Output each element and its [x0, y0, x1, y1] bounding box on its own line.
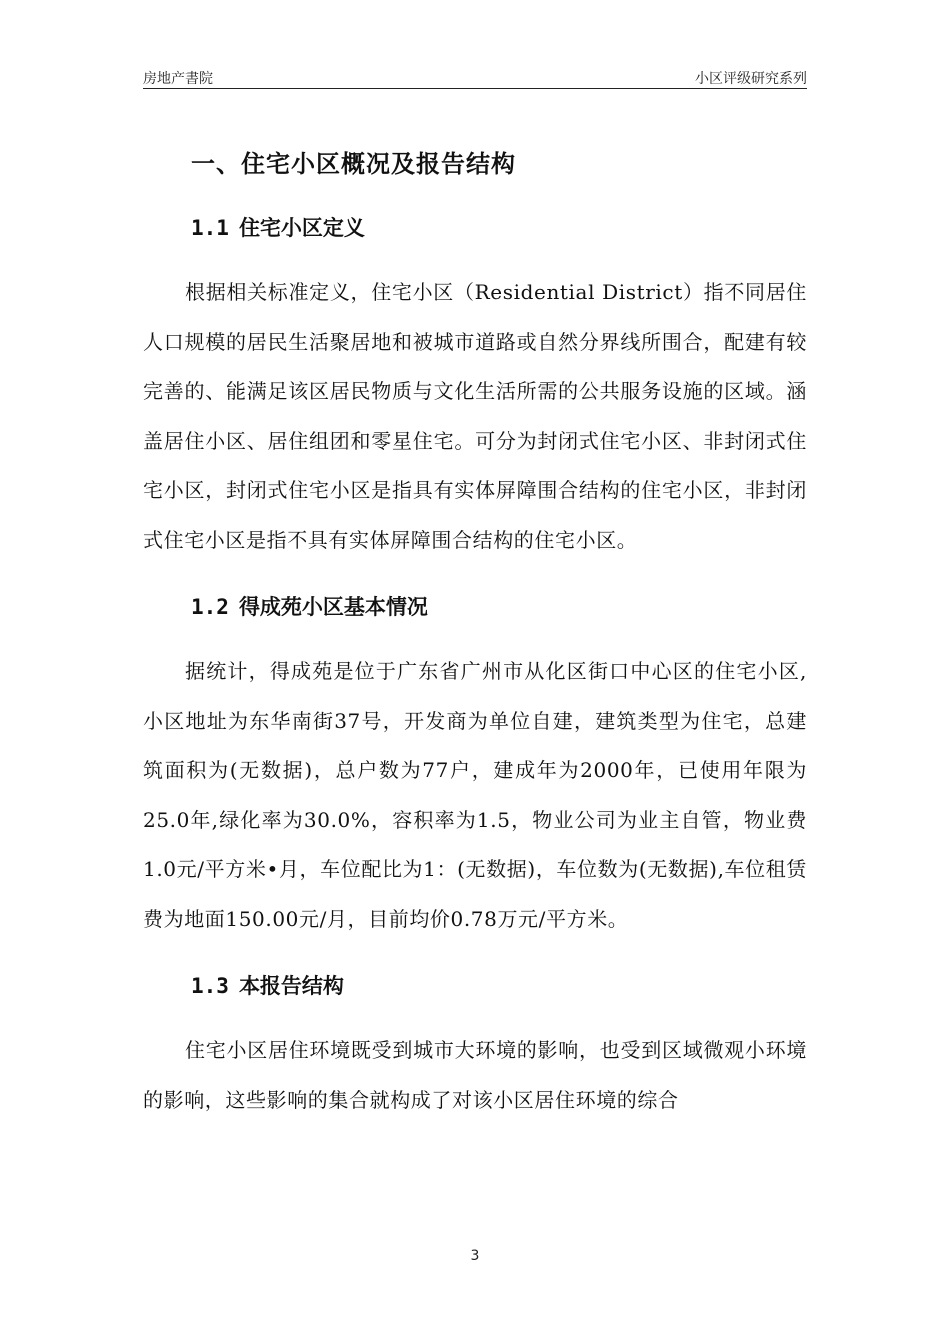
paragraph-basic-info: 据统计，得成苑是位于广东省广州市从化区街口中心区的住宅小区,小区地址为东华南街37号，开发商为单位自建，建筑类型为住宅，总建筑面积为(无数据)，总户数为77户，建成年为2000年，已使用年限为25.0年,绿化率为30.0%，容积率为1.5，物业公司为业主自管，物业费1.0元/平方米•月，车位配比为1：(无数据)，车位数为(无数据),车位租赁费为地面150.00元/月，目前均价0.78万元/平方米。	[143, 659, 807, 931]
section-title-text: 住宅小区定义	[238, 216, 365, 240]
paragraph-report-structure: 住宅小区居住环境既受到城市大环境的影响，也受到区域微观小环境的影响，这些影响的集合就构成了对该小区居住环境的综合	[143, 1038, 807, 1112]
section-title-text: 本报告结构	[238, 974, 344, 998]
section-heading-1-2	[143, 587, 807, 627]
header-publisher: 房地产書院	[143, 71, 213, 87]
header-series-title: 小区评级研究系列	[695, 71, 807, 87]
page-number: 3	[470, 1248, 480, 1264]
section-number: 1.1	[191, 216, 229, 240]
section-number: 1.2	[191, 595, 229, 619]
page-header	[143, 68, 807, 89]
section-title-text: 得成苑小区基本情况	[238, 595, 428, 619]
chapter-title: 一、住宅小区概况及报告结构	[191, 150, 516, 178]
section-number: 1.3	[191, 974, 229, 998]
section-heading-1-1	[143, 208, 807, 248]
document-body	[143, 140, 807, 1125]
section-heading-1-3	[143, 966, 807, 1006]
paragraph-definition: 根据相关标准定义，住宅小区（Residential District）指不同居住人口规模的居民生活聚居地和被城市道路或自然分界线所围合，配建有较完善的、能满足该区居民物质与文化生活所需的公共服务设施的区域。涵盖居住小区、居住组团和零星住宅。可分为封闭式住宅小区、非封闭式住宅小区，封闭式住宅小区是指具有实体屏障围合结构的住宅小区，非封闭式住宅小区是指不具有实体屏障围合结构的住宅小区。	[143, 280, 807, 552]
